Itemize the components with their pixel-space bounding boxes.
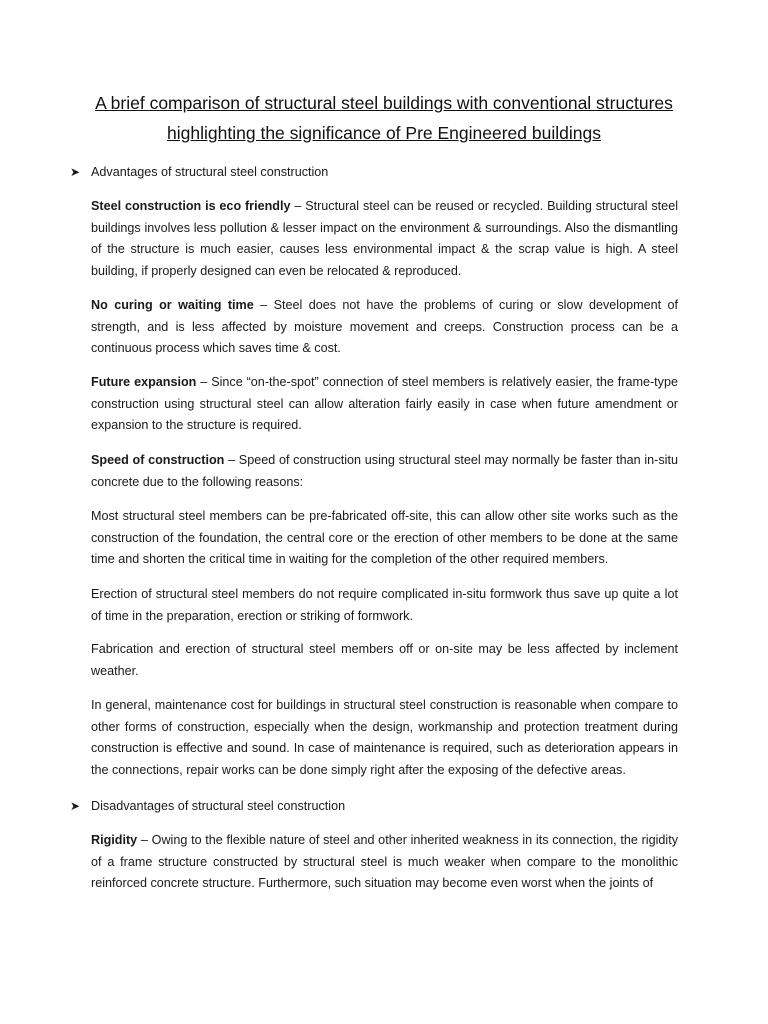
paragraph-no-curing bbox=[91, 295, 678, 360]
text-rigidity: – Owing to the flexible nature of steel and other inherited weakness in its connection, the rigidity of a frame structure constructed by structural steel is much weaker when compare to the monolithic reinforced concrete structure. Furthermore, such situation may become even worst when the joints of bbox=[91, 833, 678, 890]
arrow-bullet-icon: ➤ bbox=[70, 799, 81, 813]
term-no-curing: No curing or waiting time bbox=[91, 298, 254, 312]
title-line-2: highlighting the significance of Pre Engineered buildings bbox=[167, 123, 601, 143]
advantages-heading-text: Advantages of structural steel construction bbox=[91, 165, 329, 179]
title-line-1: A brief comparison of structural steel buildings with conventional structures bbox=[95, 93, 673, 113]
disadvantages-heading-text: Disadvantages of structural steel construction bbox=[91, 799, 346, 813]
term-eco-friendly: Steel construction is eco friendly bbox=[91, 199, 291, 213]
document-title bbox=[60, 88, 708, 148]
paragraph-speed-of-construction bbox=[91, 450, 678, 493]
paragraph-weather: Fabrication and erection of structural steel members off or on-site may be less affected by inclement weather. bbox=[91, 642, 678, 678]
paragraph-prefabrication: Most structural steel members can be pre-fabricated off-site, this can allow other site works such as the construction of the foundation, the central core or the erection of other members to be done at the same time and shorten the critical time in waiting for the completion of the other required members. bbox=[91, 509, 678, 566]
paragraph-formwork: Erection of structural steel members do not require complicated in-situ formwork thus save up quite a lot of time in the preparation, erection or striking of formwork. bbox=[91, 587, 678, 623]
term-rigidity: Rigidity bbox=[91, 833, 138, 847]
arrow-bullet-icon: ➤ bbox=[70, 165, 81, 179]
text-no-curing: – Steel does not have the problems of curing or slow development of strength, and is less affected by moisture movement and creeps. Construction process can be a continuous process which saves time & cost. bbox=[91, 298, 678, 355]
paragraph-rigidity bbox=[91, 830, 678, 895]
term-future-expansion: Future expansion bbox=[91, 375, 197, 389]
paragraph-eco-friendly bbox=[91, 196, 678, 282]
text-eco-friendly: – Structural steel can be reused or recycled. Building structural steel buildings involves less pollution & lesser impact on the environment & surroundings. Also the dismantling of the structure is much easier, causes less environmental impact & the scrap value is high. A steel building, if properly designed can even be relocated & reproduced. bbox=[91, 199, 678, 278]
paragraph-maintenance: In general, maintenance cost for buildings in structural steel construction is reasonable when compare to other forms of construction, especially when the design, workmanship and protection treatment during construction is effective and sound. In case of maintenance is required, such as deterioration appears in the connections, repair works can be done simply right after the exposing of the defective areas. bbox=[91, 698, 678, 777]
paragraph-future-expansion bbox=[91, 372, 678, 437]
text-speed-of-construction: – Speed of construction using structural steel may normally be faster than in-situ concrete due to the following reasons: bbox=[91, 453, 678, 489]
term-speed-of-construction: Speed of construction bbox=[91, 453, 225, 467]
text-future-expansion: – Since “on-the-spot” connection of steel members is relatively easier, the frame-type construction using structural steel can allow alteration fairly easily in case when future amendment or expansion to the structure is required. bbox=[91, 375, 678, 432]
